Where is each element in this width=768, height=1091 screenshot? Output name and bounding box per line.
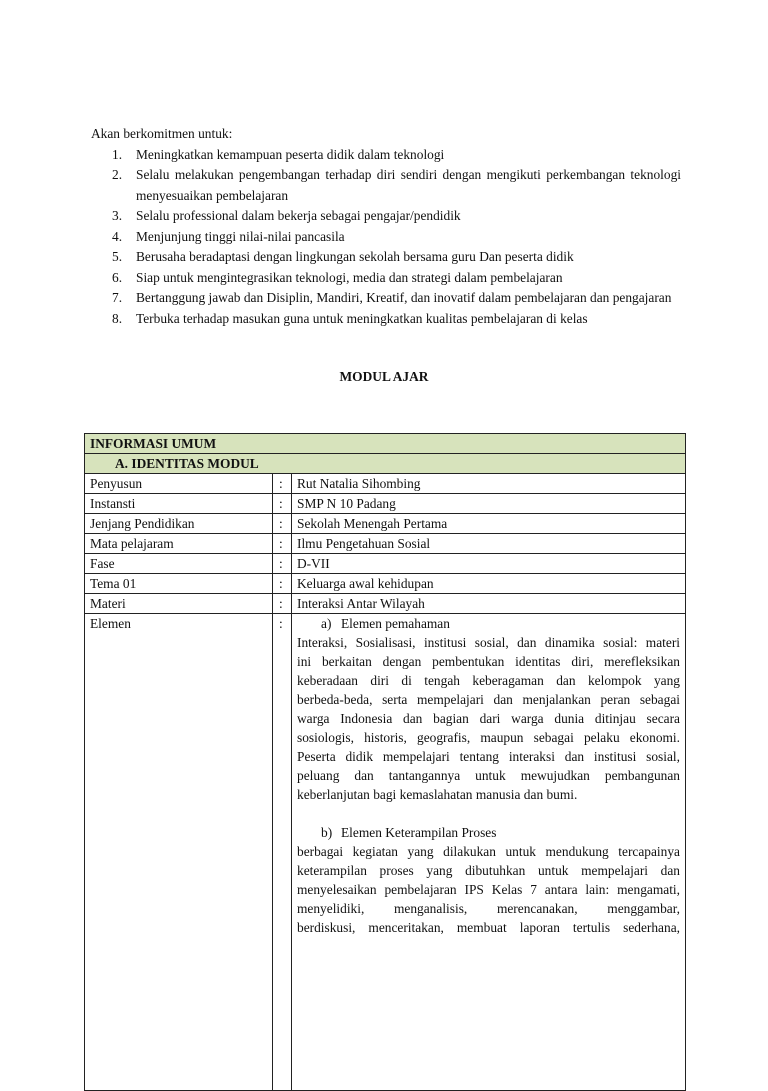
elemen-content <box>292 614 686 1091</box>
row-colon: : <box>273 594 292 614</box>
row-label: Elemen <box>85 614 273 1091</box>
row-label: Fase <box>85 554 273 574</box>
row-value: Interaksi Antar Wilayah <box>292 594 686 614</box>
row-label: Materi <box>85 594 273 614</box>
table-row <box>85 594 686 614</box>
elemen-a-line: ini berkaitan dengan pembentukan identitas diri, merefleksikan <box>297 654 680 669</box>
row-label: Instansti <box>85 494 273 514</box>
row-label: Tema 01 <box>85 574 273 594</box>
elemen-b-line: berbagai kegiatan yang dilakukan untuk mendukung tercapainya <box>297 844 680 859</box>
table-subheader-row <box>85 454 686 474</box>
row-label: Jenjang Pendidikan <box>85 514 273 534</box>
commitment-section <box>91 124 681 329</box>
row-colon: : <box>273 474 292 494</box>
list-item: 8. Terbuka terhadap masukan guna untuk meningkatkan kualitas pembelajaran di kelas <box>112 310 588 326</box>
elemen-a-line: keberadaan diri di tengah keberagaman dan kelompok yang <box>297 673 680 688</box>
elemen-a-line: Peserta didik mempelajari tentang interaksi dan institusi sosial, <box>297 749 680 764</box>
row-value: Ilmu Pengetahuan Sosial <box>292 534 686 554</box>
row-value: Rut Natalia Sihombing <box>292 474 686 494</box>
list-item: 6. Siap untuk mengintegrasikan teknologi, media dan strategi dalam pembelajaran <box>112 269 563 285</box>
table-row <box>85 554 686 574</box>
list-item: 3. Selalu professional dalam bekerja sebagai pengajar/pendidik <box>112 208 461 223</box>
commitment-title: Akan berkomitmen untuk: <box>91 126 233 141</box>
elemen-b-line: berdiskusi, menceritakan, membuat laporan tertulis sederhana, <box>297 920 680 935</box>
commitment-list <box>91 145 681 330</box>
row-colon: : <box>273 494 292 514</box>
table-header-row <box>85 434 686 454</box>
row-colon: : <box>273 534 292 554</box>
list-item: 5. Berusaha beradaptasi dengan lingkungan sekolah bersama guru Dan peserta didik <box>112 249 574 264</box>
table-row <box>85 574 686 594</box>
list-item: 7. Bertanggung jawab dan Disiplin, Mandiri, Kreatif, dan inovatif dalam pembelajaran dan pengajaran <box>112 290 672 305</box>
row-label: Penyusun <box>85 474 273 494</box>
elemen-b-line: menyelesaikan pembelajaran IPS Kelas 7 antara lain: mengamati, <box>297 882 680 897</box>
row-colon: : <box>273 614 292 1091</box>
identity-table <box>84 433 686 1091</box>
row-value: D-VII <box>292 554 686 574</box>
elemen-a-line: berbeda-beda, serta mempelajari dan menjalankan peran sebagai <box>297 692 680 707</box>
row-colon: : <box>273 514 292 534</box>
elemen-a-line: peluang dan tantangannya untuk mewujudkan pembangunan <box>297 768 680 783</box>
elemen-a-line: Interaksi, Sosialisasi, institusi sosial, dan dinamika sosial: materi <box>297 635 680 650</box>
table-row-elemen <box>85 614 686 1091</box>
row-label: Mata pelajaram <box>85 534 273 554</box>
row-value: Sekolah Menengah Pertama <box>292 514 686 534</box>
elemen-a-heading: a) Elemen pemahaman <box>321 616 450 631</box>
elemen-a-line: keberlanjutan bagi kemaslahatan manusia dan bumi. <box>297 787 578 802</box>
table-subheader: A. IDENTITAS MODUL <box>85 454 686 474</box>
table-header: INFORMASI UMUM <box>85 434 686 454</box>
elemen-a-line: warga Indonesia dan bagian dari warga dunia ditinjau secara <box>297 711 680 726</box>
row-value: SMP N 10 Padang <box>292 494 686 514</box>
row-value: Keluarga awal kehidupan <box>292 574 686 594</box>
table-row <box>85 474 686 494</box>
row-colon: : <box>273 574 292 594</box>
module-title: MODUL AJAR <box>339 369 429 384</box>
list-item: 2. Selalu melakukan pengembangan terhadap diri sendiri dengan mengikuti perkembangan teknologi menyesuaikan pembelajaran <box>112 167 681 203</box>
elemen-b-line: menyelidiki, menganalisis, merencanakan, menggambar, <box>297 901 680 916</box>
spacer <box>297 804 680 823</box>
list-item: 4. Menjunjung tinggi nilai-nilai pancasila <box>112 228 345 244</box>
elemen-a-line: sosiologis, historis, geografis, maupun sebagai pelaku ekonomi. <box>297 730 680 745</box>
table-row <box>85 514 686 534</box>
list-item: 1. Meningkatkan kemampuan peserta didik dalam teknologi <box>112 146 445 162</box>
table-row <box>85 494 686 514</box>
elemen-b-heading: b) Elemen Keterampilan Proses <box>321 825 497 840</box>
table-row <box>85 534 686 554</box>
elemen-b-line: keterampilan proses yang dibutuhkan untuk mempelajari dan <box>297 863 680 878</box>
row-colon: : <box>273 554 292 574</box>
